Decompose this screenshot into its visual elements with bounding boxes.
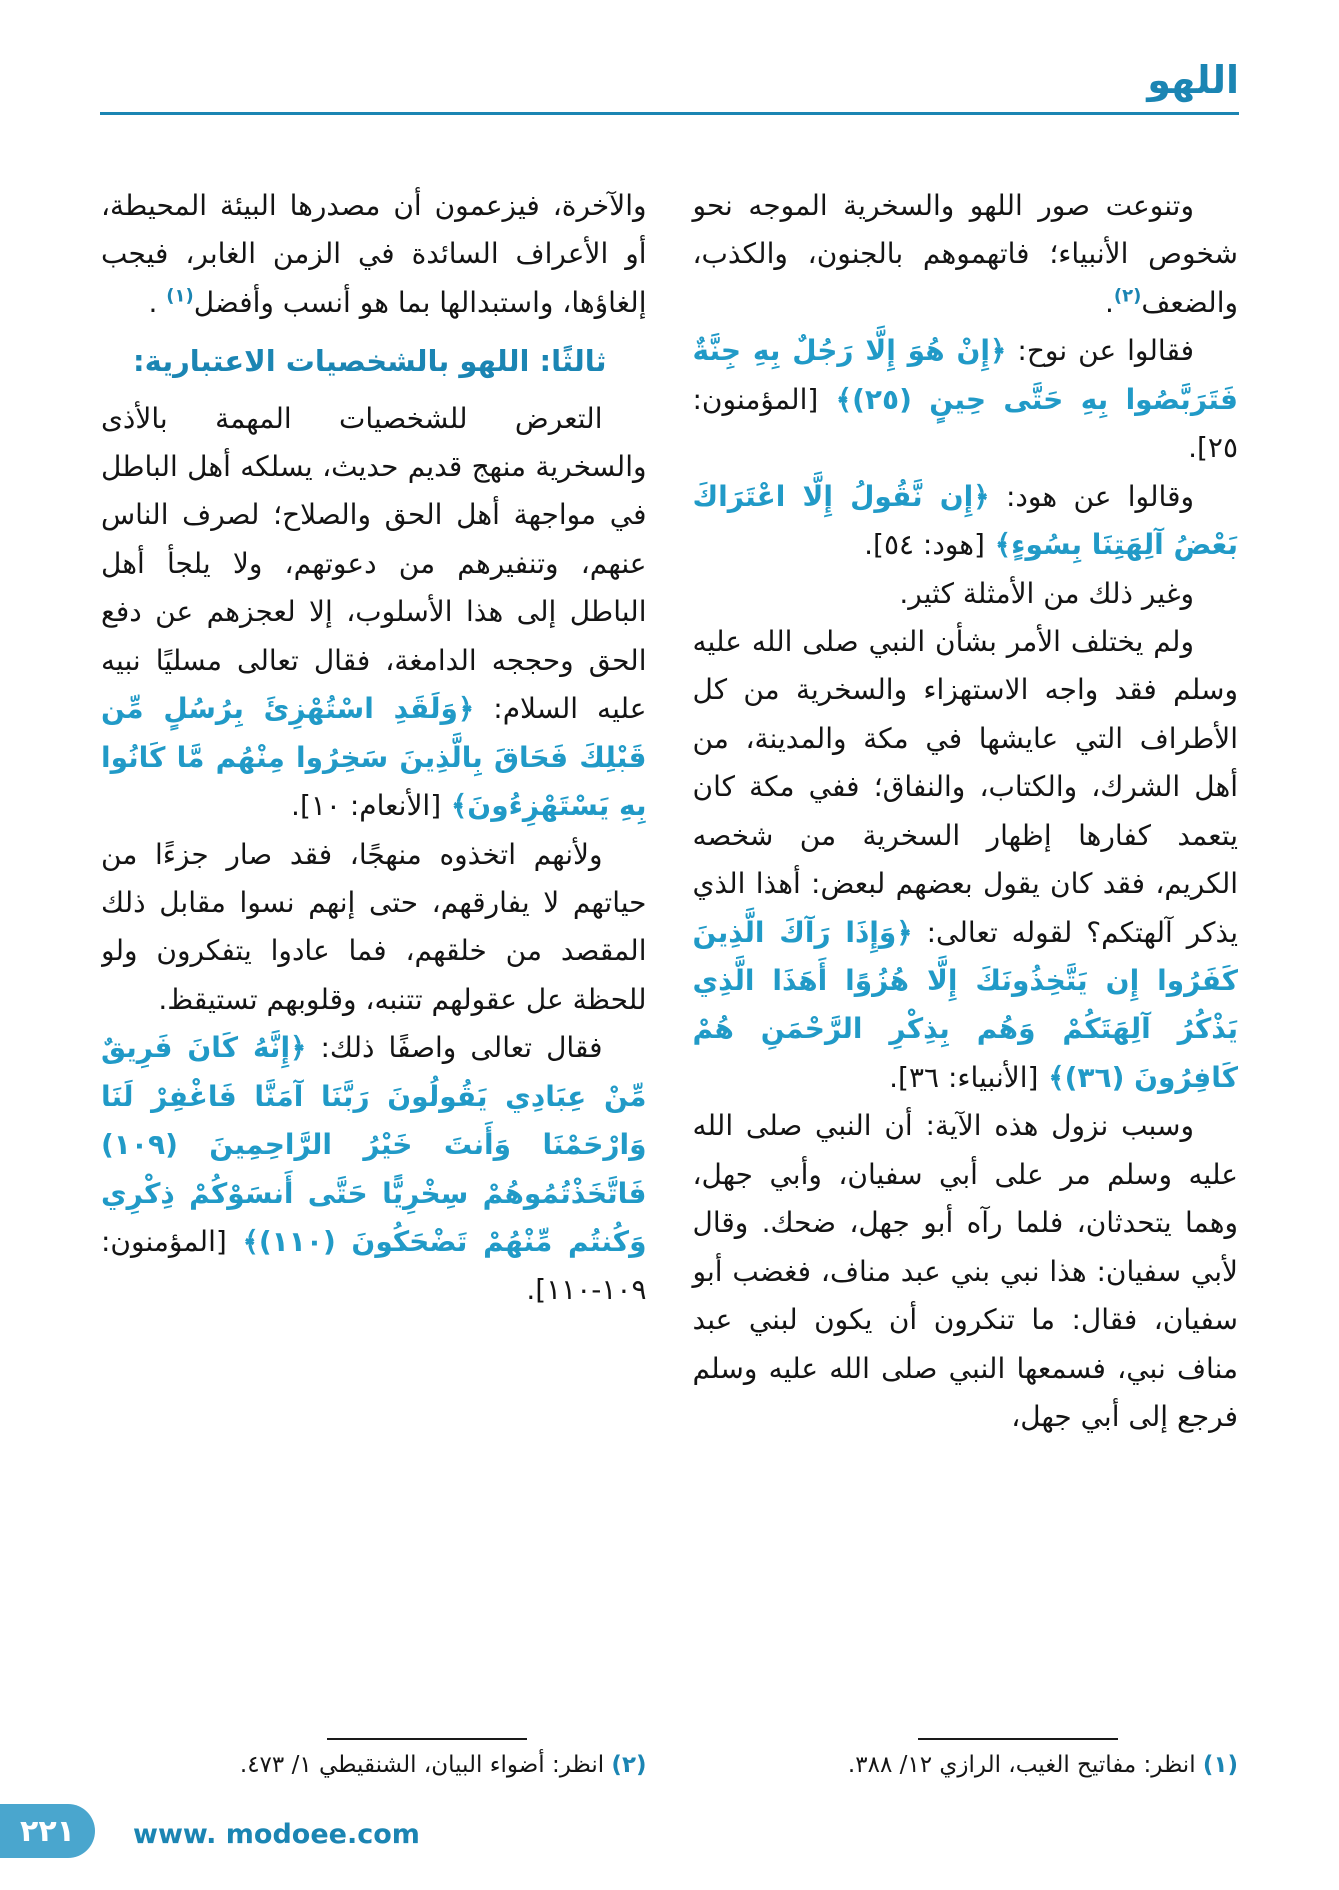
content-columns <box>101 182 1238 1682</box>
page-footer <box>0 1795 1339 1890</box>
body-text: . <box>148 285 167 319</box>
footnote-1 <box>693 1738 1239 1778</box>
verse-reference: [هود: ٥٤]. <box>864 528 985 562</box>
paragraph-exposition <box>101 395 647 831</box>
section-heading: ثالثًا: اللهو بالشخصيات الاعتبارية: <box>133 344 607 379</box>
body-text: والآخرة، فيزعمون أن مصدرها البيئة المحيطة، أو الأعراف السائدة في الزمن الغابر، فيجب إلغاؤها، واستبدالها بما هو أنسب وأفضل <box>101 189 647 319</box>
body-text: وسبب نزول هذه الآية: أن النبي صلى الله عليه وسلم مر على أبي سفيان، وأبي جهل، وهما يتحدثان، فلما رآه أبو جهل، ضحك. وقال لأبي سفيان: هذا نبي بني عبد مناف، فغضب أبو سفيان، فقال: ما تنكرون أن يكون لبني عبد مناف نبي، فسمعها النبي صلى الله عليه وسلم فرجع إلى أبي جهل، <box>692 1109 1238 1433</box>
footnote-separator <box>327 1738 527 1740</box>
footnote-number: (٢) <box>611 1752 647 1778</box>
quran-verse: ﴿وَلَقَدِ اسْتُهْزِئَ بِرُسُلٍ مِّن قَبْلِكَ فَحَاقَ بِالَّذِينَ سَخِرُوا مِنْهُم مَّا كَانُوا بِهِ يَسْتَهْزِءُونَ﴾ <box>101 692 647 823</box>
page-header <box>100 0 1239 115</box>
website-url: www. modoee.com <box>133 1819 420 1850</box>
body-text: ولم يختلف الأمر بشأن النبي صلى الله عليه وسلم فقد واجه الاستهزاء والسخرية من كل الأطراف التي عايشها في مكة والمدينة، من أهل الشرك، والكتاب، والنفاق؛ ففي مكة كان يتعمد كفارها إظهار السخرية من شخصه الكريم، فقد كان يقول بعضهم لبعض: أهذا الذي يذكر آلهتكم؟ لقوله تعالى: <box>692 624 1238 949</box>
body-text: فقالوا عن نوح: <box>1006 334 1195 368</box>
footnote-line <box>693 1752 1239 1778</box>
footnote-line <box>101 1752 647 1778</box>
column-right <box>693 182 1239 1682</box>
verse-reference: [المؤمنون: ٢٥]. <box>692 382 1238 465</box>
column-left <box>101 182 647 1682</box>
footnote-text: انظر: مفاتيح الغيب، الرازي ١٢/ ٣٨٨. <box>847 1752 1196 1778</box>
header-rule <box>100 112 1239 115</box>
footnote-text: انظر: أضواء البيان، الشنقيطي ١/ ٤٧٣. <box>239 1752 605 1778</box>
paragraph-makkah <box>693 618 1239 1102</box>
verse-reference: [الأنبياء: ٣٦]. <box>889 1060 1039 1094</box>
body-text: وتنوعت صور اللهو والسخرية الموجه نحو شخوص الأنبياء؛ فاتهموهم بالجنون، والكذب، والضعف <box>692 189 1238 319</box>
footnote-separator <box>918 1738 1118 1740</box>
paragraph-quote-muminun <box>101 1024 647 1315</box>
body-text: . <box>1105 285 1114 319</box>
body-text: فقال تعالى واصفًا ذلك: <box>306 1031 603 1065</box>
footnote-2 <box>101 1738 647 1778</box>
body-text: التعرض للشخصيات المهمة بالأذى والسخرية منهج قديم حديث، يسلكه أهل الباطل في مواجهة أهل الحق والصلاح؛ لصرف الناس عنهم، وتنفيرهم من دعوتهم، ولا يلجأ أهل الباطل إلى هذا الأسلوب، إلا لعجزهم عن دفع الحق وحججه الدامغة، فقال تعالى مسليًا نبيه عليه السلام: <box>101 401 647 726</box>
footnote-number: (١) <box>1202 1752 1238 1778</box>
body-text: ولأنهم اتخذوه منهجًا، فقد صار جزءًا من حياتهم لا يفارقهم، حتى إنهم نسوا مقابل ذلك المقصد من خلقهم، فما عادوا يتفكرون ولو للحظة عل عقولهم تتنبه، وقلوبهم تستيقظ. <box>101 837 647 1016</box>
quran-verse: ﴿وَإِذَا رَآكَ الَّذِينَ كَفَرُوا إِن يَتَّخِذُونَكَ إِلَّا هُزُوًا أَهَذَا الَّذِي يَذْكُرُ آلِهَتَكُمْ وَهُم بِذِكْرِ الرَّحْمَنِ هُمْ كَافِرُونَ (٣٦)﴾ <box>692 915 1238 1094</box>
paragraph-quote-hud <box>693 473 1239 570</box>
quran-verse: ﴿إِنَّهُ كَانَ فَرِيقٌ مِّنْ عِبَادِي يَقُولُونَ رَبَّنَا آمَنَّا فَاغْفِرْ لَنَا وَارْحَمْنَا وَأَنتَ خَيْرُ الرَّاحِمِينَ (١٠٩) فَاتَّخَذْتُمُوهُمْ سِخْرِيًّا حَتَّى أَنسَوْكُمْ ذِكْرِي وَكُنتُم مِّنْهُمْ تَضْحَكُونَ (١١٠)﴾ <box>101 1031 647 1259</box>
paragraph-quote-nuh <box>693 327 1239 472</box>
footnote-ref-2: (٢) <box>1113 285 1142 307</box>
paragraph-revelation-cause <box>693 1102 1239 1441</box>
page-number-badge: ٢٢١ <box>0 1804 95 1858</box>
body-text: وقالوا عن هود: <box>989 479 1194 513</box>
verse-reference: [المؤمنون: ١٠٩-١١٠]. <box>101 1225 647 1307</box>
footnote-ref-1: (١) <box>166 285 194 307</box>
body-text: وغير ذلك من الأمثلة كثير. <box>899 576 1194 610</box>
paragraph <box>101 831 647 1025</box>
footnotes <box>101 1738 1238 1778</box>
paragraph-continuation <box>101 182 647 327</box>
paragraph <box>693 570 1239 618</box>
quran-verse: ﴿إِن نَّقُولُ إِلَّا اعْتَرَاكَ بَعْضُ آلِهَتِنَا بِسُوءٍ﴾ <box>692 479 1238 562</box>
page-title: اللهو <box>1147 58 1239 102</box>
paragraph <box>693 182 1239 327</box>
quran-verse: ﴿إِنْ هُوَ إِلَّا رَجُلٌ بِهِ جِنَّةٌ فَتَرَبَّصُوا بِهِ حَتَّى حِينٍ (٢٥)﴾ <box>692 334 1238 416</box>
verse-reference: [الأنعام: ١٠]. <box>291 789 442 823</box>
